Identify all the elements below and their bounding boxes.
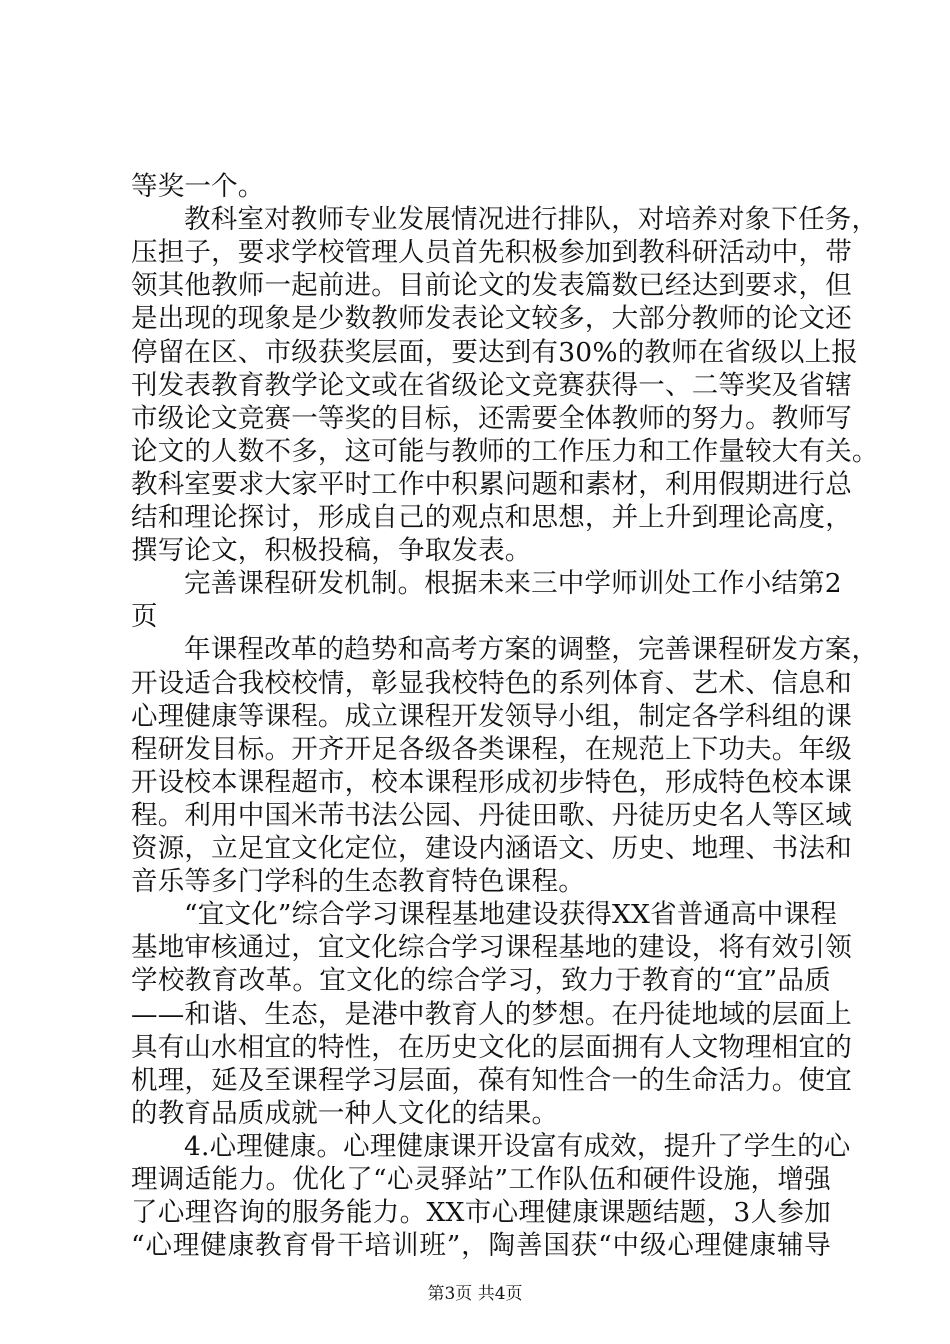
text-line: 具有山水相宜的特性，在历史文化的层面拥有人文物理相宜的 <box>131 1031 852 1063</box>
text-line: 理调适能力。优化了“心灵驿站”工作队伍和硬件设施，增强 <box>131 1164 831 1195</box>
text-line: 等奖一个。 <box>131 171 265 202</box>
text-line: 资源，立足宜文化定位，建设内涵语文、历史、地理、书法和 <box>131 833 852 864</box>
text-line: 论文的人数不多，这可能与教师的工作压力和工作量较大有关。 <box>131 435 879 467</box>
text-line: 教科室对教师专业发展情况进行排队，对培养对象下任务， <box>184 204 879 236</box>
text-line: 音乐等多门学科的生态教育特色课程。 <box>131 866 585 898</box>
text-line: “宜文化”综合学习课程基地建设获得XX省普通高中课程 <box>184 899 838 931</box>
text-line: 程。利用中国米芾书法公园、丹徒田歌、丹徒历史名人等区域 <box>131 799 852 831</box>
page-footer: 第3页 共4页 <box>427 1284 523 1304</box>
text-line: 年课程改革的趋势和高考方案的调整，完善课程研发方案， <box>184 634 879 666</box>
text-line: 页 <box>131 601 158 633</box>
text-line: 基地审核通过，宜文化综合学习课程基地的建设，将有效引领 <box>131 932 852 964</box>
text-line: 开设校本课程超市，校本课程形成初步特色，形成特色校本课 <box>131 766 852 798</box>
text-line: 4.心理健康。心理健康课开设富有成效，提升了学生的心 <box>184 1130 851 1162</box>
text-line: “心理健康教育骨干培训班”，陶善国获“中级心理健康辅导 <box>131 1230 831 1262</box>
text-line: 结和理论探讨，形成自己的观点和思想，并上升到理论高度， <box>131 502 852 533</box>
text-line: 心理健康等课程。成立课程开发领导小组，制定各学科组的课 <box>131 700 852 732</box>
text-line: 领其他教师一起前进。目前论文的发表篇数已经达到要求，但 <box>131 270 852 302</box>
text-line: ——和谐、生态，是港中教育人的梦想。在丹徒地域的层面上 <box>131 998 852 1030</box>
text-line: 刊发表教育教学论文或在省级论文竞赛获得一、二等奖及省辖 <box>131 369 852 401</box>
text-line: 的教育品质成就一种人文化的结果。 <box>131 1097 559 1129</box>
text-line: 是出现的现象是少数教师发表论文较多，大部分教师的论文还 <box>131 303 852 335</box>
text-line: 程研发目标。开齐开足各级各类课程，在规范上下功夫。年级 <box>131 733 852 765</box>
text-line: 教科室要求大家平时工作中积累问题和素材，利用假期进行总 <box>131 468 852 500</box>
text-line: 了心理咨询的服务能力。XX市心理健康课题结题，3人参加 <box>131 1197 831 1229</box>
text-line: 机理，延及至课程学习层面，葆有知性合一的生命活力。使宜 <box>131 1064 852 1096</box>
text-line: 停留在区、市级获奖层面，要达到有30%的教师在省级以上报 <box>131 336 858 368</box>
text-line: 撰写论文，积极投稿，争取发表。 <box>131 535 532 567</box>
text-line: 市级论文竞赛一等奖的目标，还需要全体教师的努力。教师写 <box>131 402 852 434</box>
text-line: 学校教育改革。宜文化的综合学习，致力于教育的“宜”品质 <box>131 965 831 997</box>
text-line: 完善课程研发机制。根据未来三中学师训处工作小结第2 <box>184 568 842 600</box>
text-line: 开设适合我校校情，彰显我校特色的系列体育、艺术、信息和 <box>131 667 852 699</box>
text-line: 压担子，要求学校管理人员首先积极参加到教科研活动中，带 <box>131 237 852 269</box>
